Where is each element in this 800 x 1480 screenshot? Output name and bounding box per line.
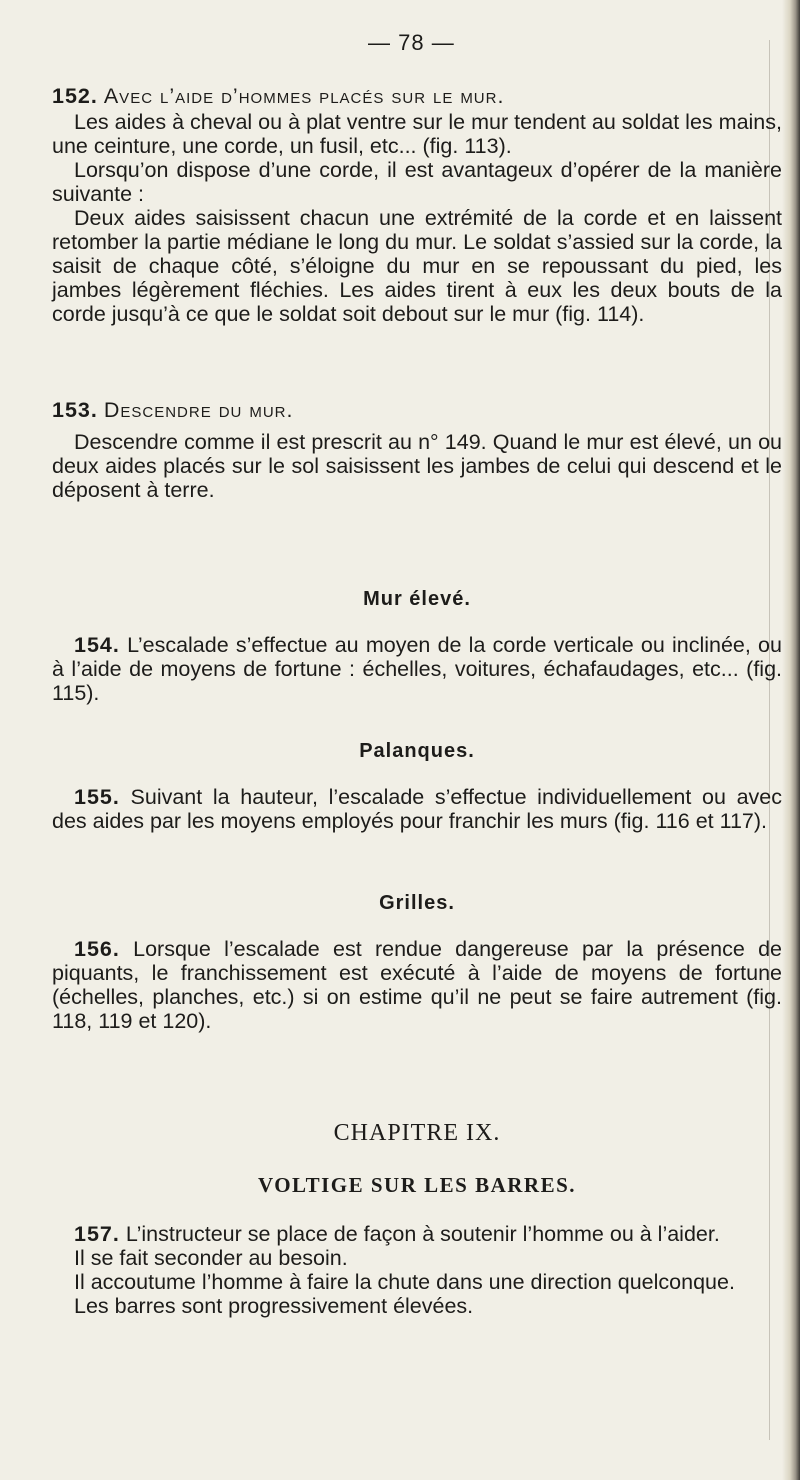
paragraph-text: Lorsque l’escalade est rendue dangereuse par la présence de piquants, le franchissement est exécuté à l’aide de moyens de fortune (échelles, planches, etc.) si on estime qu’il ne peut se faire autrement (fig. 118, 119 et 120). (52, 937, 782, 1033)
chapter-ix (52, 1120, 782, 1318)
subsection-title: Grilles. (379, 892, 455, 914)
paragraph: Les aides à cheval ou à plat ventre sur le mur tendent au soldat les mains, une ceinture, une corde, un fusil, etc... (fig. 113). (52, 110, 782, 158)
paragraph: Descendre comme il est prescrit au n° 149. Quand le mur est élevé, un ou deux aides placés sur le sol saisissent les jambes de celui qui descend et le déposent à terre. (52, 430, 782, 502)
page-number: — 78 — (368, 30, 455, 55)
paragraph-text: Suivant la hauteur, l’escalade s’effectue individuellement ou avec des aides par les moyens employés pour franchir les murs (fig. 116 et 117). (52, 785, 782, 833)
paragraph-text: L’instructeur se place de façon à soutenir l’homme ou à l’aider. (125, 1222, 720, 1246)
subsection-grilles (52, 892, 782, 1033)
paragraph: Il accoutume l’homme à faire la chute dans une direction quelconque. (74, 1270, 735, 1294)
section-heading-line (52, 398, 782, 422)
paragraph (52, 785, 782, 833)
paragraph-text: L’escalade s’effectue au moyen de la corde verticale ou inclinée, ou à l’aide de moyens de fortune : échelles, voitures, échafaudages, etc... (fig. 115). (52, 633, 782, 705)
subsection-mur-eleve (52, 588, 782, 705)
section-152 (52, 84, 782, 326)
paragraph: Deux aides saisissent chacun une extrémité de la corde et en laissent retomber la partie médiane le long du mur. Le soldat s’assied sur la corde, la saisit de chaque côté, s’éloigne du mur en se repoussant du pied, les jambes légèrement fléchies. Les aides tirent à eux les deux bouts de la corde jusqu’à ce que le soldat soit debout sur le mur (fig. 114). (52, 206, 782, 326)
section-number: 155. (74, 785, 120, 809)
paragraph (52, 1222, 782, 1246)
section-number: 157. (74, 1222, 120, 1246)
section-heading: Avec l’aide d’hommes placés sur le mur. (103, 84, 505, 108)
chapter-title: VOLTIGE SUR LES BARRES. (257, 1173, 577, 1197)
section-number: 152. (52, 84, 98, 108)
section-number: 153. (52, 398, 98, 422)
paragraph: Lorsqu’on dispose d’une corde, il est avantageux d’opérer de la manière suivante : (52, 158, 782, 206)
section-heading-line (52, 84, 782, 108)
paragraph: Il se fait seconder au besoin. (74, 1246, 348, 1270)
paragraph (52, 633, 782, 705)
paragraph: Les barres sont progressivement élevées. (74, 1294, 474, 1318)
page-edge-shadow (782, 0, 800, 1480)
section-153 (52, 398, 782, 502)
chapter-label: CHAPITRE IX. (333, 1120, 501, 1146)
section-number: 154. (74, 633, 120, 657)
subsection-title: Palanques. (359, 740, 475, 762)
subsection-title: Mur élevé. (363, 588, 471, 610)
subsection-palanques (52, 740, 782, 833)
section-heading: Descendre du mur. (103, 398, 294, 422)
section-number: 156. (74, 937, 120, 961)
paragraph (52, 937, 782, 1033)
